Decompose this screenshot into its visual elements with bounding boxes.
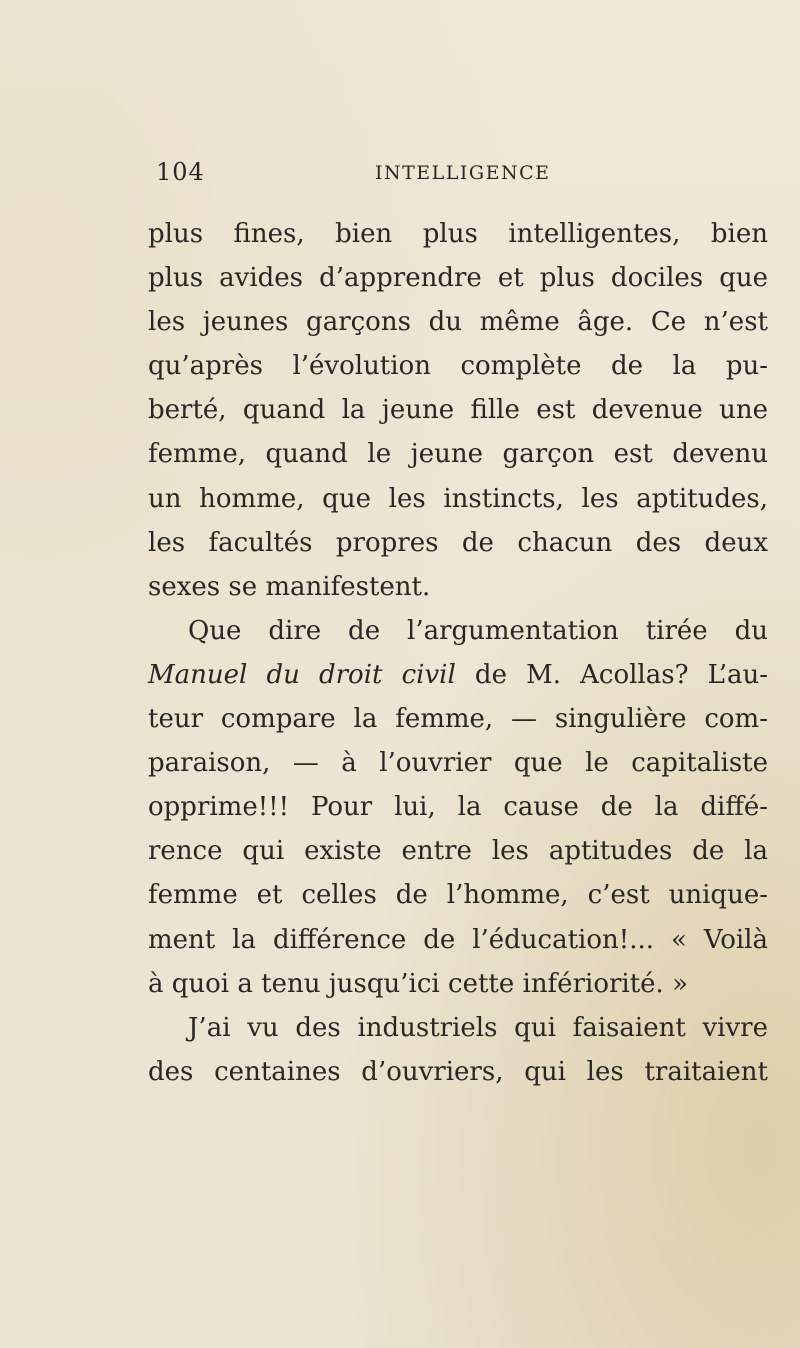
text-line: teur compare la femme, — singulière com- — [148, 704, 768, 735]
text-line: femme et celles de l’homme, c’est unique- — [148, 880, 768, 911]
text-line-rest: de M. Acollas? L’au- — [455, 659, 768, 690]
body-text — [148, 212, 768, 1094]
book-title-italic: Manuel du droit civil — [148, 659, 456, 690]
text-line: les facultés propres de chacun des deux — [148, 527, 768, 558]
text-line: des centaines d’ouvriers, qui les traitaient — [148, 1056, 768, 1087]
page-header — [148, 158, 768, 198]
text-line-paragraph-start: J’ai vu des industriels qui faisaient vivre — [188, 1012, 768, 1043]
text-line-paragraph-end: sexes se manifestent. — [148, 571, 431, 602]
text-line-paragraph-end: à quoi a tenu jusqu’ici cette infériorité. » — [148, 968, 688, 999]
page-number: 104 — [156, 158, 205, 186]
text-line — [148, 653, 768, 697]
text-line: paraison, — à l’ouvrier que le capitaliste — [148, 748, 768, 779]
text-line: plus fines, bien plus intelligentes, bien — [148, 219, 768, 249]
running-head: INTELLIGENCE — [375, 162, 551, 184]
text-line: plus avides d’apprendre et plus dociles que — [148, 263, 768, 294]
text-line: femme, quand le jeune garçon est devenu — [148, 439, 768, 470]
text-line: qu’après l’évolution complète de la pu- — [148, 351, 768, 382]
text-line: un homme, que les instincts, les aptitudes, — [148, 483, 768, 514]
text-line: rence qui existe entre les aptitudes de la — [148, 836, 768, 867]
text-line-paragraph-start: Que dire de l’argumentation tirée du — [188, 615, 768, 646]
text-line: opprime!!! Pour lui, la cause de la diffé- — [148, 792, 768, 823]
text-line: ment la différence de l’éducation!... « Voilà — [148, 924, 768, 955]
book-page — [148, 158, 768, 1094]
text-line: berté, quand la jeune fille est devenue une — [148, 395, 768, 426]
text-line: les jeunes garçons du même âge. Ce n’est — [148, 307, 768, 338]
